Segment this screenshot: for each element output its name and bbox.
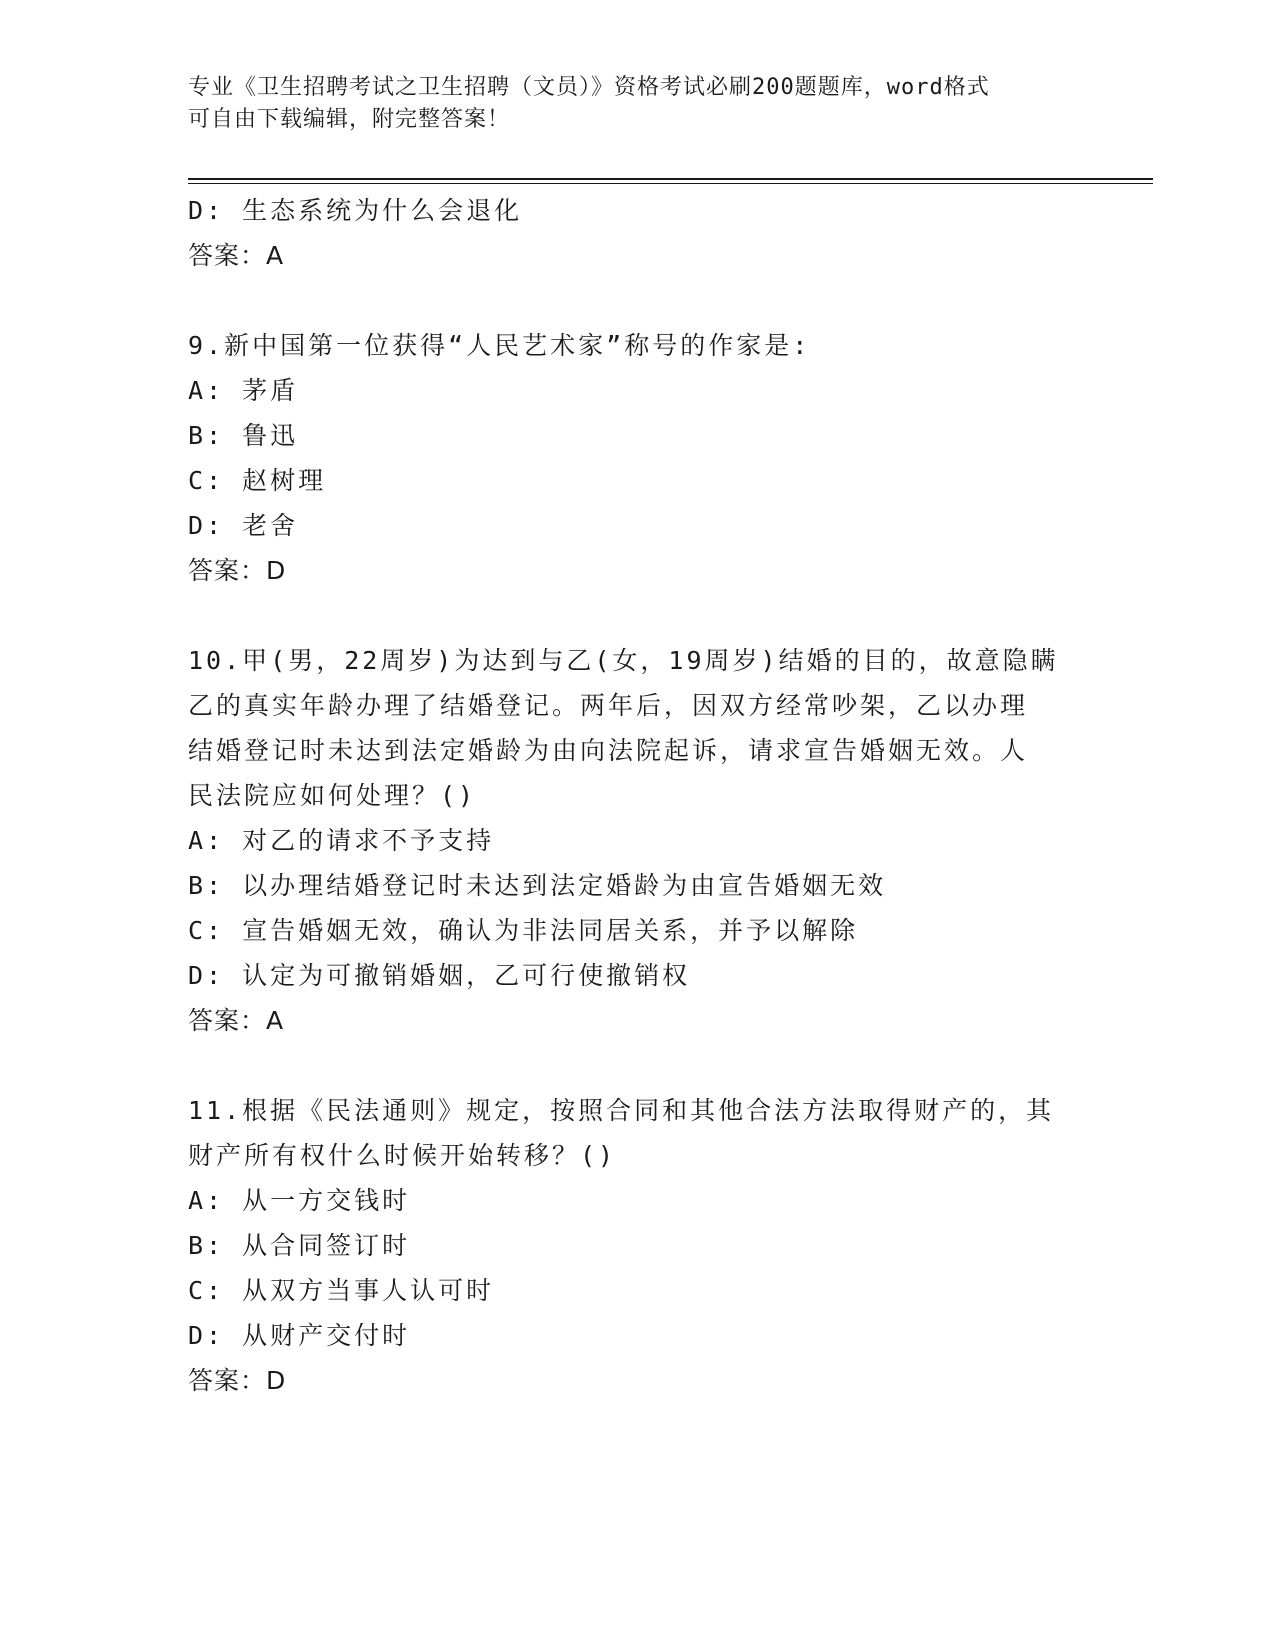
spacer: [188, 278, 1088, 323]
option-b: B: 鲁迅: [188, 421, 299, 450]
question-stem-line-3: 结婚登记时未达到法定婚龄为由向法院起诉，请求宣告婚姻无效。人: [188, 736, 1029, 765]
document-header: [188, 72, 1088, 136]
header-line-1: 专业《卫生招聘考试之卫生招聘（文员）》资格考试必刷200题题库，word格式: [188, 75, 990, 100]
answer-line: 答案：D: [188, 1366, 287, 1395]
question-stem-line-4: 民法院应如何处理？(): [188, 781, 477, 810]
option-c: C: 赵树理: [188, 466, 327, 495]
question-stem-line-2: 乙的真实年龄办理了结婚登记。两年后，因双方经常吵架，乙以办理: [188, 691, 1029, 720]
answer-line: 答案：A: [188, 1006, 285, 1035]
option-a: A: 对乙的请求不予支持: [188, 826, 495, 855]
option-d: D: 老舍: [188, 511, 299, 540]
option-d: D: 认定为可撤销婚姻，乙可行使撤销权: [188, 961, 691, 990]
question-stem: 9.新中国第一位获得“人民艺术家”称号的作家是:: [188, 331, 811, 360]
question-10: [188, 638, 1088, 1043]
header-line-2: 可自由下载编辑，附完整答案！: [188, 107, 511, 132]
option-d: D: 生态系统为什么会退化: [188, 196, 523, 225]
header-divider-thin: [188, 183, 1153, 184]
question-11: [188, 1088, 1088, 1403]
option-b: B: 从合同签订时: [188, 1231, 411, 1260]
question-stem-line-1: 10.甲(男，22周岁)为达到与乙(女，19周岁)结婚的目的，故意隐瞒: [188, 646, 1059, 675]
previous-question-tail: [188, 188, 1088, 278]
header-divider-thick: [188, 178, 1153, 180]
question-list: [188, 188, 1088, 1403]
spacer: [188, 1043, 1088, 1088]
answer-line: 答案：A: [188, 241, 285, 270]
option-c: C: 从双方当事人认可时: [188, 1276, 495, 1305]
question-stem-line-1: 11.根据《民法通则》规定，按照合同和其他合法方法取得财产的，其: [188, 1096, 1055, 1125]
option-c: C: 宣告婚姻无效，确认为非法同居关系，并予以解除: [188, 916, 859, 945]
option-d: D: 从财产交付时: [188, 1321, 411, 1350]
question-stem-line-2: 财产所有权什么时候开始转移？(): [188, 1141, 617, 1170]
option-b: B: 以办理结婚登记时未达到法定婚龄为由宣告婚姻无效: [188, 871, 887, 900]
option-a: A: 茅盾: [188, 376, 299, 405]
question-9: [188, 323, 1088, 593]
answer-line: 答案：D: [188, 556, 287, 585]
spacer: [188, 593, 1088, 638]
option-a: A: 从一方交钱时: [188, 1186, 411, 1215]
